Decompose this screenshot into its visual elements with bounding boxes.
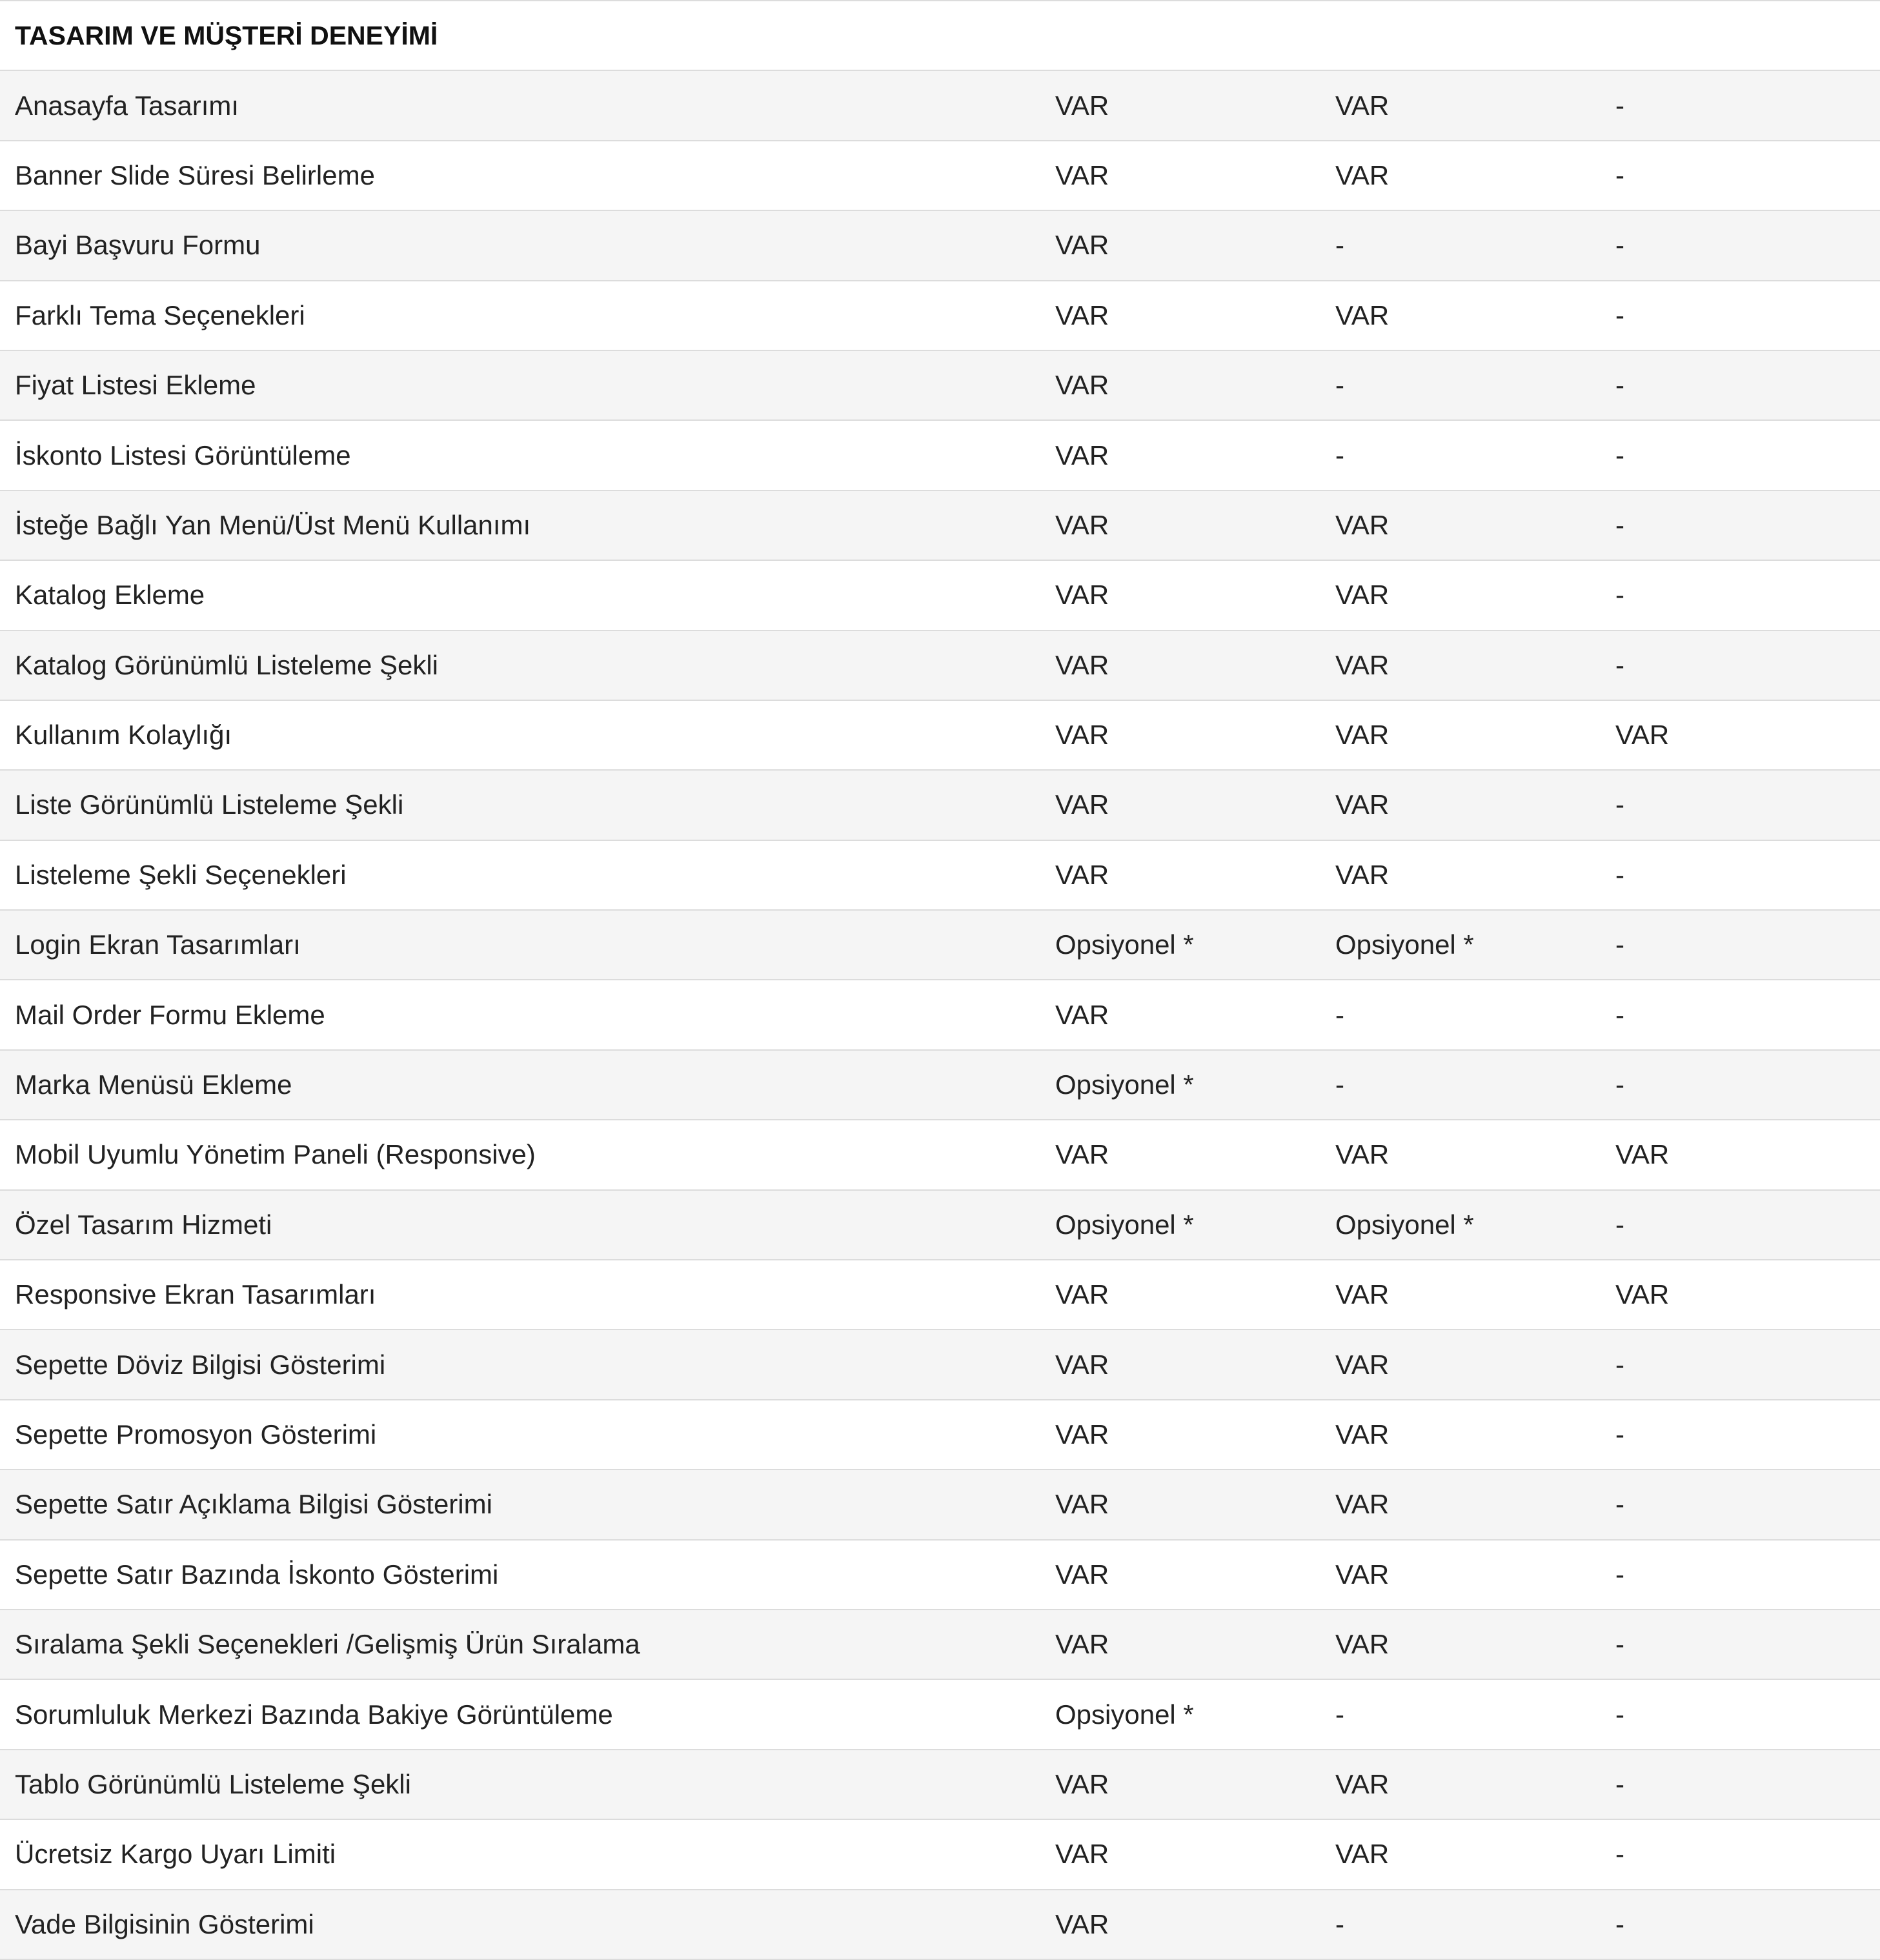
plan-2-value-cell: - bbox=[1320, 210, 1601, 280]
plan-2-value-cell: - bbox=[1320, 1050, 1601, 1120]
plan-3-value-cell: - bbox=[1601, 840, 1880, 910]
plan-2-value-cell: - bbox=[1320, 1679, 1601, 1749]
plan-2-value-cell: VAR bbox=[1320, 1400, 1601, 1470]
plan-2-value-cell: VAR bbox=[1320, 631, 1601, 700]
table-row bbox=[0, 910, 1880, 980]
plan-3-value-cell: VAR bbox=[1601, 1120, 1880, 1189]
table-row bbox=[0, 980, 1880, 1049]
plan-3-value-cell: VAR bbox=[1601, 700, 1880, 770]
feature-name-cell: Sepette Promosyon Gösterimi bbox=[0, 1400, 1040, 1470]
plan-1-value-cell: VAR bbox=[1040, 350, 1320, 420]
plan-2-value-cell: - bbox=[1320, 350, 1601, 420]
table-row bbox=[0, 141, 1880, 210]
plan-3-value-cell: - bbox=[1601, 1890, 1880, 1959]
plan-1-value-cell: VAR bbox=[1040, 1400, 1320, 1470]
table-row bbox=[0, 700, 1880, 770]
table-row bbox=[0, 281, 1880, 350]
plan-3-value-cell: - bbox=[1601, 1610, 1880, 1679]
plan-2-value-cell: VAR bbox=[1320, 281, 1601, 350]
plan-2-value-cell: VAR bbox=[1320, 70, 1601, 140]
plan-3-value-cell: - bbox=[1601, 141, 1880, 210]
plan-1-value-cell: VAR bbox=[1040, 1540, 1320, 1610]
feature-name-cell: Sepette Döviz Bilgisi Gösterimi bbox=[0, 1329, 1040, 1399]
feature-name-cell: İskonto Listesi Görüntüleme bbox=[0, 420, 1040, 490]
feature-name-cell: Bayi Başvuru Formu bbox=[0, 210, 1040, 280]
feature-name-cell: Tablo Görünümlü Listeleme Şekli bbox=[0, 1750, 1040, 1819]
plan-1-value-cell: VAR bbox=[1040, 1329, 1320, 1399]
plan-3-value-cell: - bbox=[1601, 770, 1880, 840]
plan-3-value-cell: - bbox=[1601, 420, 1880, 490]
plan-1-value-cell: VAR bbox=[1040, 1120, 1320, 1189]
plan-1-value-cell: VAR bbox=[1040, 210, 1320, 280]
plan-2-value-cell: VAR bbox=[1320, 141, 1601, 210]
plan-1-value-cell: VAR bbox=[1040, 631, 1320, 700]
feature-name-cell: Login Ekran Tasarımları bbox=[0, 910, 1040, 980]
plan-1-value-cell: VAR bbox=[1040, 1750, 1320, 1819]
plan-2-value-cell: VAR bbox=[1320, 1329, 1601, 1399]
plan-3-value-cell: - bbox=[1601, 1329, 1880, 1399]
table-row bbox=[0, 840, 1880, 910]
feature-name-cell: Responsive Ekran Tasarımları bbox=[0, 1260, 1040, 1329]
feature-name-cell: Sepette Satır Bazında İskonto Gösterimi bbox=[0, 1540, 1040, 1610]
plan-2-value-cell: VAR bbox=[1320, 770, 1601, 840]
table-body bbox=[0, 1, 1880, 1959]
feature-name-cell: Mobil Uyumlu Yönetim Paneli (Responsive) bbox=[0, 1120, 1040, 1189]
plan-1-value-cell: VAR bbox=[1040, 1890, 1320, 1959]
feature-name-cell: İsteğe Bağlı Yan Menü/Üst Menü Kullanımı bbox=[0, 490, 1040, 560]
plan-1-value-cell: VAR bbox=[1040, 980, 1320, 1049]
plan-2-value-cell: VAR bbox=[1320, 1750, 1601, 1819]
feature-name-cell: Katalog Görünümlü Listeleme Şekli bbox=[0, 631, 1040, 700]
feature-name-cell: Liste Görünümlü Listeleme Şekli bbox=[0, 770, 1040, 840]
plan-1-value-cell: VAR bbox=[1040, 1470, 1320, 1539]
feature-name-cell: Sıralama Şekli Seçenekleri /Gelişmiş Ürün Sıralama bbox=[0, 1610, 1040, 1679]
table-row bbox=[0, 631, 1880, 700]
feature-name-cell: Fiyat Listesi Ekleme bbox=[0, 350, 1040, 420]
table-row bbox=[0, 1470, 1880, 1539]
table-row bbox=[0, 1260, 1880, 1329]
plan-1-value-cell: Opsiyonel * bbox=[1040, 1679, 1320, 1749]
plan-3-value-cell: - bbox=[1601, 490, 1880, 560]
feature-name-cell: Marka Menüsü Ekleme bbox=[0, 1050, 1040, 1120]
plan-1-value-cell: VAR bbox=[1040, 420, 1320, 490]
plan-3-value-cell: - bbox=[1601, 1750, 1880, 1819]
plan-3-value-cell: - bbox=[1601, 1190, 1880, 1260]
plan-1-value-cell: Opsiyonel * bbox=[1040, 910, 1320, 980]
table-row bbox=[0, 1400, 1880, 1470]
plan-1-value-cell: VAR bbox=[1040, 560, 1320, 630]
plan-2-value-cell: VAR bbox=[1320, 490, 1601, 560]
plan-2-value-cell: VAR bbox=[1320, 700, 1601, 770]
feature-name-cell: Banner Slide Süresi Belirleme bbox=[0, 141, 1040, 210]
feature-name-cell: Vade Bilgisinin Gösterimi bbox=[0, 1890, 1040, 1959]
plan-3-value-cell: - bbox=[1601, 560, 1880, 630]
plan-1-value-cell: VAR bbox=[1040, 840, 1320, 910]
plan-1-value-cell: VAR bbox=[1040, 70, 1320, 140]
table-row bbox=[0, 770, 1880, 840]
plan-2-value-cell: - bbox=[1320, 1890, 1601, 1959]
plan-3-value-cell: - bbox=[1601, 210, 1880, 280]
table-row bbox=[0, 210, 1880, 280]
plan-2-value-cell: VAR bbox=[1320, 1540, 1601, 1610]
feature-name-cell: Sepette Satır Açıklama Bilgisi Gösterimi bbox=[0, 1470, 1040, 1539]
plan-2-value-cell: VAR bbox=[1320, 1120, 1601, 1189]
feature-name-cell: Sorumluluk Merkezi Bazında Bakiye Görüntüleme bbox=[0, 1679, 1040, 1749]
feature-name-cell: Mail Order Formu Ekleme bbox=[0, 980, 1040, 1049]
feature-name-cell: Farklı Tema Seçenekleri bbox=[0, 281, 1040, 350]
table-row bbox=[0, 560, 1880, 630]
plan-2-value-cell: VAR bbox=[1320, 840, 1601, 910]
plan-3-value-cell: - bbox=[1601, 1540, 1880, 1610]
table-row bbox=[0, 1610, 1880, 1679]
plan-2-value-cell: Opsiyonel * bbox=[1320, 910, 1601, 980]
plan-2-value-cell: - bbox=[1320, 420, 1601, 490]
feature-name-cell: Listeleme Şekli Seçenekleri bbox=[0, 840, 1040, 910]
plan-1-value-cell: Opsiyonel * bbox=[1040, 1190, 1320, 1260]
feature-name-cell: Özel Tasarım Hizmeti bbox=[0, 1190, 1040, 1260]
plan-1-value-cell: VAR bbox=[1040, 770, 1320, 840]
plan-1-value-cell: VAR bbox=[1040, 490, 1320, 560]
plan-2-value-cell: Opsiyonel * bbox=[1320, 1190, 1601, 1260]
feature-name-cell: Anasayfa Tasarımı bbox=[0, 70, 1040, 140]
table-row bbox=[0, 1190, 1880, 1260]
plan-2-value-cell: VAR bbox=[1320, 1470, 1601, 1539]
table-row bbox=[0, 420, 1880, 490]
table-row bbox=[0, 1120, 1880, 1189]
section-title: TASARIM VE MÜŞTERİ DENEYİMİ bbox=[0, 1, 1880, 70]
feature-name-cell: Katalog Ekleme bbox=[0, 560, 1040, 630]
plan-2-value-cell: VAR bbox=[1320, 1260, 1601, 1329]
feature-name-cell: Kullanım Kolaylığı bbox=[0, 700, 1040, 770]
plan-1-value-cell: VAR bbox=[1040, 141, 1320, 210]
plan-1-value-cell: VAR bbox=[1040, 281, 1320, 350]
plan-3-value-cell: - bbox=[1601, 1400, 1880, 1470]
section-header-row bbox=[0, 1, 1880, 70]
table-row bbox=[0, 70, 1880, 140]
table-row bbox=[0, 490, 1880, 560]
table-row bbox=[0, 1750, 1880, 1819]
plan-3-value-cell: - bbox=[1601, 1050, 1880, 1120]
table-row bbox=[0, 1540, 1880, 1610]
feature-name-cell: Ücretsiz Kargo Uyarı Limiti bbox=[0, 1819, 1040, 1889]
plan-1-value-cell: VAR bbox=[1040, 1260, 1320, 1329]
table-row bbox=[0, 1679, 1880, 1749]
table-row bbox=[0, 350, 1880, 420]
plan-3-value-cell: - bbox=[1601, 1819, 1880, 1889]
plan-3-value-cell: - bbox=[1601, 980, 1880, 1049]
plan-3-value-cell: - bbox=[1601, 70, 1880, 140]
plan-2-value-cell: VAR bbox=[1320, 1819, 1601, 1889]
plan-2-value-cell: - bbox=[1320, 980, 1601, 1049]
plan-3-value-cell: - bbox=[1601, 631, 1880, 700]
plan-2-value-cell: VAR bbox=[1320, 1610, 1601, 1679]
plan-3-value-cell: - bbox=[1601, 1470, 1880, 1539]
table-row bbox=[0, 1050, 1880, 1120]
plan-1-value-cell: VAR bbox=[1040, 1819, 1320, 1889]
plan-3-value-cell: VAR bbox=[1601, 1260, 1880, 1329]
plan-3-value-cell: - bbox=[1601, 1679, 1880, 1749]
table-row bbox=[0, 1819, 1880, 1889]
plan-1-value-cell: Opsiyonel * bbox=[1040, 1050, 1320, 1120]
table-row bbox=[0, 1890, 1880, 1959]
plan-1-value-cell: VAR bbox=[1040, 700, 1320, 770]
plan-2-value-cell: VAR bbox=[1320, 560, 1601, 630]
plan-1-value-cell: VAR bbox=[1040, 1610, 1320, 1679]
plan-3-value-cell: - bbox=[1601, 281, 1880, 350]
plan-3-value-cell: - bbox=[1601, 350, 1880, 420]
plan-3-value-cell: - bbox=[1601, 910, 1880, 980]
table-row bbox=[0, 1329, 1880, 1399]
